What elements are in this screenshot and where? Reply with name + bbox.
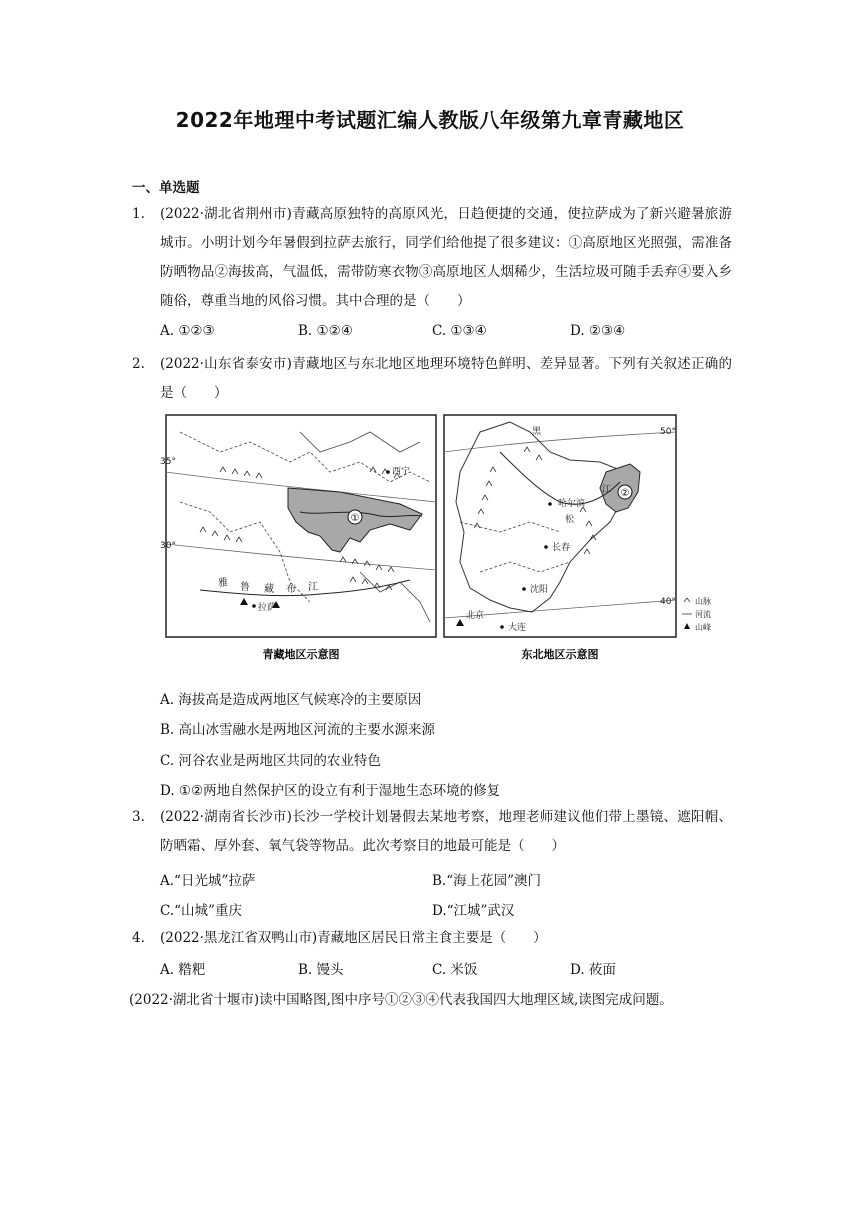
question-4 — [132, 924, 732, 953]
river-char: 江 — [602, 485, 612, 495]
city-dot — [500, 625, 504, 629]
option-c[interactable]: C. ①③④ — [432, 323, 487, 339]
question-text: (2022·湖南省长沙市)长沙一学校计划暑假去某地考察，地理老师建议他们带上墨镜、遮阳帽、防晒霜、厚外套、氧气袋等物品。此次考察目的地最可能是（ ） — [160, 809, 732, 854]
city-dot — [548, 502, 552, 506]
option-c[interactable]: C. 河谷农业是两地区共同的农业特色 — [160, 753, 381, 769]
question-text: (2022·黑龙江省双鸭山市)青藏地区居民日常主食主要是（ ） — [160, 930, 547, 946]
option-b[interactable]: B.“海上花园”澳门 — [432, 873, 542, 889]
option-d[interactable]: D. 莜面 — [570, 962, 616, 978]
right-map-caption: 东北地区示意图 — [521, 648, 599, 661]
river-char: 江 — [308, 582, 318, 593]
city-dot — [252, 604, 256, 608]
option-d[interactable]: D. ②③④ — [570, 323, 626, 339]
lat-label-30: 30° — [160, 541, 176, 551]
question-text: (2022·湖北省荆州市)青藏高原独特的高原风光，日趋便捷的交通，使拉萨成为了新兴避暑旅游城市。小明计划今年暑假到拉萨去旅行，同学们给他提了很多建议：①高原地区光照强，需准备防晒物品②海拔高，气温低，需带防寒衣物③高原地区人烟稀少，生活垃圾可随手丢弃④要入乡随俗，尊重当地的风俗习惯。其中合理的是（ ） — [160, 206, 732, 309]
option-a[interactable]: A.“日光城”拉萨 — [160, 873, 256, 889]
river-char: 雅 — [218, 578, 228, 589]
city-label-harbin: 哈尔滨 — [558, 499, 586, 509]
option-c[interactable]: C.“山城”重庆 — [160, 903, 242, 919]
option-a[interactable]: A. ①②③ — [160, 323, 215, 339]
question-text: (2022·山东省泰安市)青藏地区与东北地区地理环境特色鲜明、差异显著。下列有关叙述正确的是（ ） — [160, 356, 732, 401]
option-d[interactable]: D. ①②两地自然保护区的设立有利于湿地生态环境的修复 — [160, 783, 501, 799]
question-5-stem: (2022·湖北省十堰市)读中国略图,图中序号①②③④代表我国四大地理区域,读图完成问题。 — [129, 992, 673, 1008]
city-label-dalian: 大连 — [508, 623, 527, 633]
option-a[interactable]: A. 海拔高是造成两地区气候寒冷的主要原因 — [160, 692, 422, 708]
question-1 — [132, 200, 732, 316]
section-heading: 一、单选题 — [132, 180, 200, 196]
map-figure-svg — [160, 412, 730, 672]
page-title: 2022年地理中考试题汇编人教版八年级第九章青藏地区 — [175, 108, 685, 132]
option-b[interactable]: B. 高山冰雪融水是两地区河流的主要水源来源 — [160, 722, 436, 738]
city-label-shenyang: 沈阳 — [530, 585, 549, 595]
question-3 — [132, 803, 732, 861]
question-number: 3. — [132, 809, 145, 825]
region-1-label: ① — [350, 513, 360, 524]
city-label-changchun: 长春 — [552, 543, 571, 553]
river-char: 布 — [286, 584, 296, 595]
river-char: 藏 — [264, 584, 274, 595]
city-dot — [386, 470, 390, 474]
option-b[interactable]: B. 馒头 — [298, 962, 344, 978]
left-map-caption: 青藏地区示意图 — [262, 648, 340, 661]
map-figure — [160, 412, 730, 672]
question-2 — [132, 350, 732, 408]
city-label-lhasa: 拉萨 — [258, 603, 277, 613]
legend-mountain: 山脉 — [695, 597, 711, 606]
legend-peak: 山峰 — [695, 623, 711, 632]
option-d[interactable]: D.“江城”武汉 — [432, 903, 515, 919]
river-char: 鲁 — [240, 582, 250, 593]
option-a[interactable]: A. 糌粑 — [160, 962, 206, 978]
legend-river: 河流 — [695, 610, 711, 619]
question-number: 1. — [132, 206, 145, 222]
city-dot — [544, 545, 548, 549]
city-dot — [522, 587, 526, 591]
region-2-label: ② — [620, 488, 630, 499]
lat-label-40: 40° — [660, 597, 676, 607]
question-number: 2. — [132, 356, 145, 372]
river-char: 黑 — [532, 427, 542, 437]
option-c[interactable]: C. 米饭 — [432, 962, 478, 978]
map-legend — [682, 596, 711, 632]
city-label-beijing: 北京 — [466, 611, 485, 621]
option-b[interactable]: B. ①②④ — [298, 323, 353, 339]
river-char: 松 — [565, 515, 575, 525]
city-label-xining: 西宁 — [392, 467, 411, 477]
question-number: 4. — [132, 930, 145, 946]
lat-label-35: 35° — [160, 457, 176, 467]
lat-label-50: 50° — [660, 427, 676, 437]
